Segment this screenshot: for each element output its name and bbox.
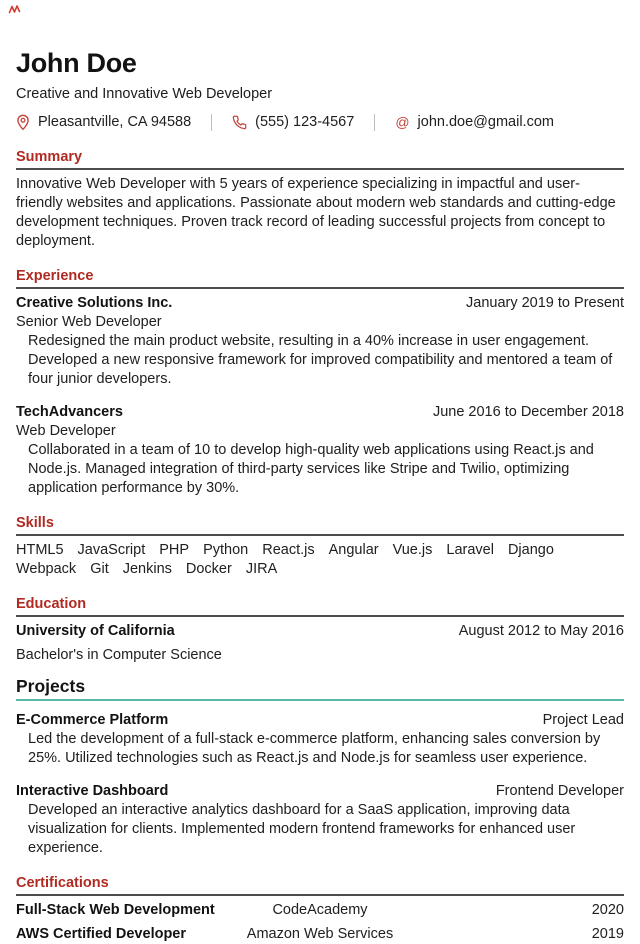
employment-dates: June 2016 to December 2018 <box>432 404 624 420</box>
summary-text: Innovative Web Developer with 5 years of experience specializing in impactful and user-friendly websites and applications. Passionate about modern web standards and cutting-edge development techniques. Proven track record of leading successful projects from concept to deployment. <box>16 176 616 249</box>
job-title: Web Developer <box>16 423 116 439</box>
red-scribble-icon <box>8 4 21 15</box>
contact-email-text: john.doe@gmail.com <box>417 114 554 130</box>
contact-phone <box>232 113 354 132</box>
experience-entry-header <box>16 403 624 422</box>
job-title: Senior Web Developer <box>16 314 162 330</box>
skill-item: Git <box>90 561 109 577</box>
project-description: Led the development of a full-stack e-commerce platform, enhancing sales conversion by 25%. Utilized technologies such as React.js and Node.js for seamless user experience. <box>28 731 601 766</box>
section-skills <box>16 514 624 579</box>
certifications-heading: Certifications <box>16 874 624 896</box>
experience-entry <box>16 403 624 498</box>
skill-item: PHP <box>159 542 190 558</box>
company-name: TechAdvancers <box>16 404 123 420</box>
skills-list <box>16 541 624 579</box>
skill-item: Laravel <box>446 542 494 558</box>
certification-issuer: Amazon Web Services <box>246 926 394 942</box>
project-name: Interactive Dashboard <box>16 783 169 799</box>
at-sign-icon: @ <box>395 114 410 130</box>
project-entry-header <box>16 711 624 730</box>
contact-row <box>16 113 624 132</box>
skill-item: Django <box>507 542 554 558</box>
project-entry <box>16 711 624 768</box>
skill-item: Webpack <box>16 561 77 577</box>
education-heading: Education <box>16 595 624 617</box>
contact-email <box>395 113 554 132</box>
candidate-title: Creative and Innovative Web Developer <box>16 86 273 102</box>
section-experience <box>16 267 624 498</box>
skill-item: Python <box>203 542 249 558</box>
resume-header <box>16 48 624 132</box>
section-summary <box>16 148 624 251</box>
project-entry-header <box>16 782 624 801</box>
skill-item: JIRA <box>245 561 278 577</box>
location-pin-icon <box>16 114 30 131</box>
certification-entry <box>16 925 624 944</box>
education-dates: August 2012 to May 2016 <box>458 623 624 639</box>
skill-item: Vue.js <box>392 542 433 558</box>
company-name: Creative Solutions Inc. <box>16 295 173 311</box>
contact-divider <box>374 114 375 131</box>
project-role: Frontend Developer <box>495 783 624 799</box>
school-name: University of California <box>16 623 175 639</box>
projects-heading: Projects <box>16 675 624 701</box>
certification-issuer: CodeAcademy <box>272 902 368 918</box>
skill-item: React.js <box>262 542 315 558</box>
job-description: Redesigned the main product website, resulting in a 40% increase in user engagement. Developed a new responsive framework for improved compatibility and mentored a team of four junior developers. <box>28 333 613 387</box>
contact-location-text: Pleasantville, CA 94588 <box>38 114 192 130</box>
contact-phone-text: (555) 123-4567 <box>255 114 355 130</box>
project-role: Project Lead <box>542 712 624 728</box>
education-entry-header <box>16 622 624 641</box>
job-description: Collaborated in a team of 10 to develop high-quality web applications using React.js and Node.js. Managed integration of third-party services like Stripe and Twilio, optimizing application performance by 30%. <box>28 442 594 496</box>
summary-heading: Summary <box>16 148 624 170</box>
skills-heading: Skills <box>16 514 624 536</box>
certification-entry <box>16 901 624 920</box>
project-name: E-Commerce Platform <box>16 712 169 728</box>
section-education <box>16 595 624 665</box>
experience-heading: Experience <box>16 267 624 289</box>
section-projects <box>16 675 624 858</box>
degree: Bachelor's in Computer Science <box>16 647 222 663</box>
certification-year: 2019 <box>591 926 624 942</box>
skill-item: Docker <box>185 561 232 577</box>
skill-item: Jenkins <box>122 561 172 577</box>
experience-entry <box>16 294 624 389</box>
employment-dates: January 2019 to Present <box>466 295 624 311</box>
project-description: Developed an interactive analytics dashboard for a SaaS application, improving data visualization for clients. Implemented modern frontend frameworks for enhanced user experience. <box>28 802 576 856</box>
candidate-name: John Doe <box>16 48 137 78</box>
skill-item: HTML5 <box>16 542 64 558</box>
contact-divider <box>211 114 212 131</box>
phone-icon <box>232 115 247 130</box>
certification-name: AWS Certified Developer <box>16 926 187 942</box>
contact-location <box>16 113 191 132</box>
certification-name: Full-Stack Web Development <box>16 902 215 918</box>
project-entry <box>16 782 624 858</box>
certification-year: 2020 <box>591 902 624 918</box>
skill-item: JavaScript <box>77 542 146 558</box>
skill-item: Angular <box>328 542 379 558</box>
experience-entry-header <box>16 294 624 313</box>
section-certifications <box>16 874 624 944</box>
